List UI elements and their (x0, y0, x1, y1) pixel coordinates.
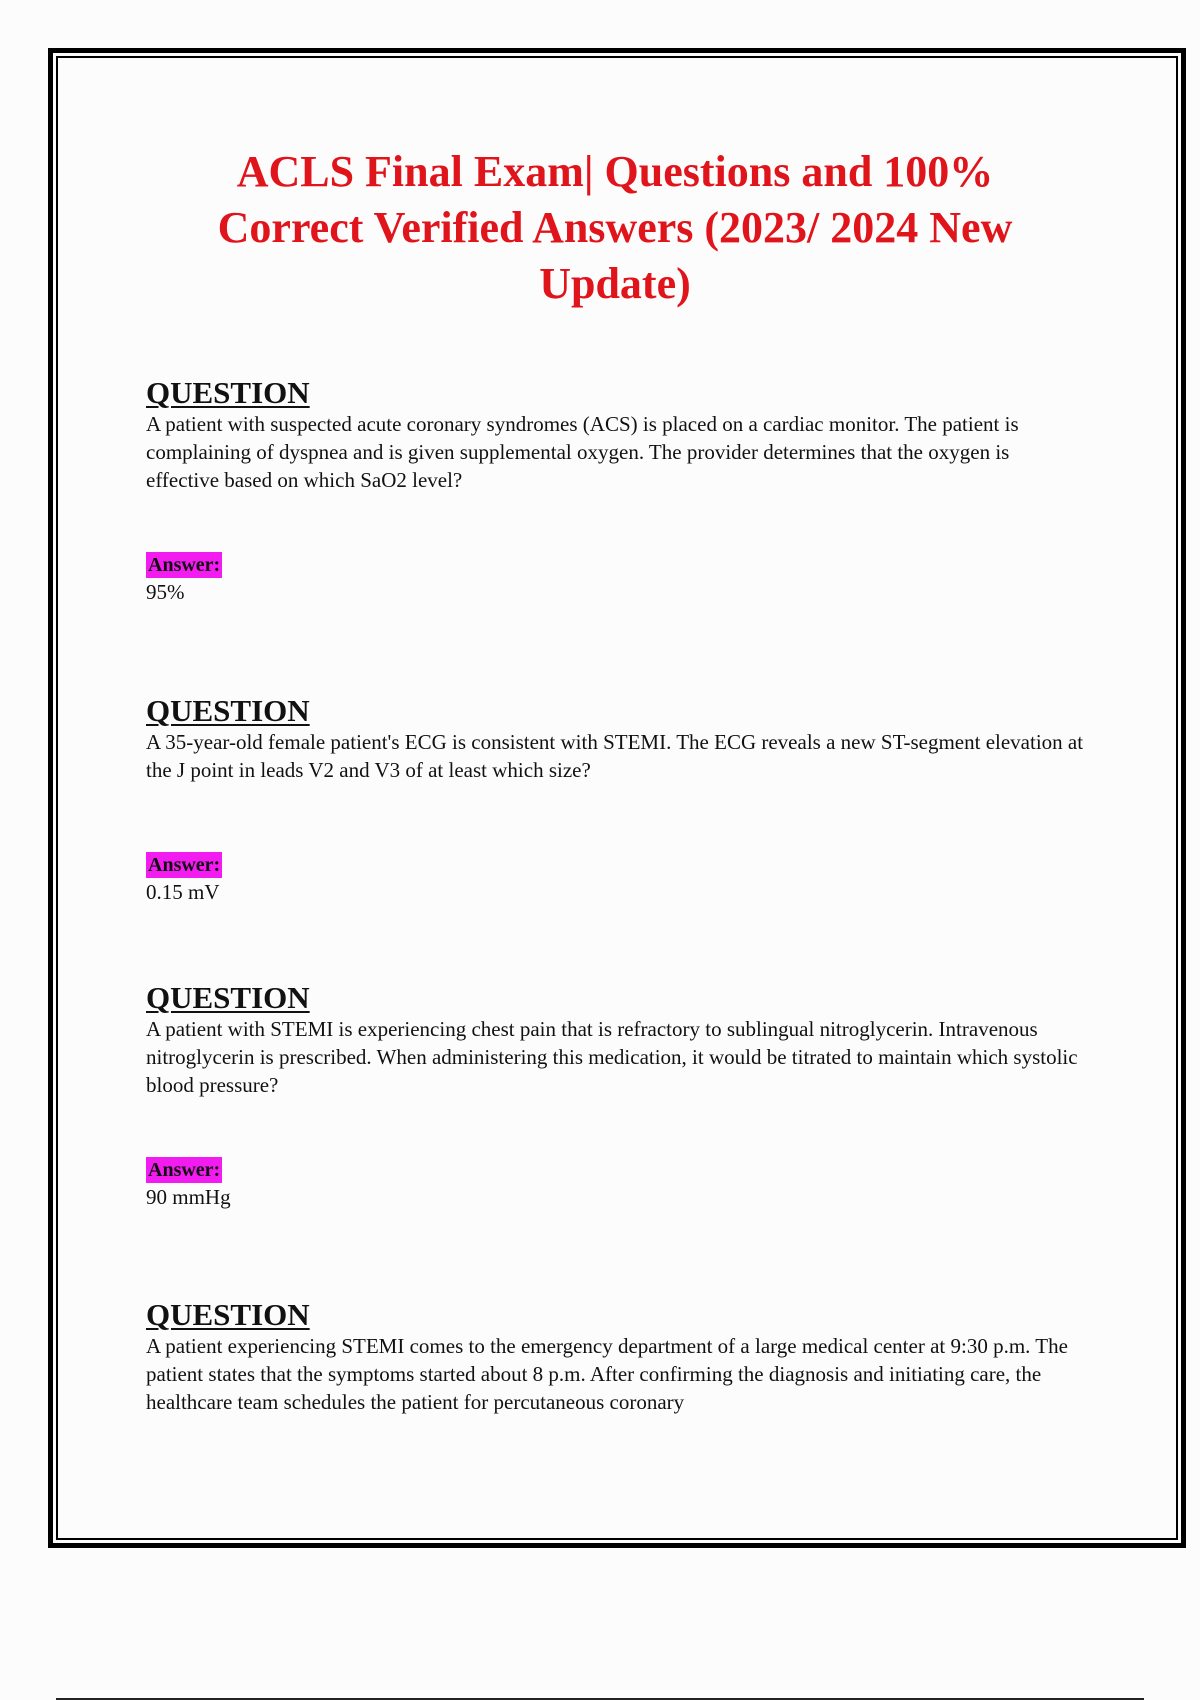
question-heading: QUESTION (146, 375, 310, 410)
question-heading: QUESTION (146, 980, 310, 1015)
answer-label: Answer: (148, 554, 221, 576)
answer-value: 90 mmHg (146, 1185, 231, 1209)
title-line-2: Correct Verified Answers (2023/ 2024 New (217, 203, 1013, 252)
question-text: A patient experiencing STEMI comes to the emergency department of a large medical center at 9:30 p.m. The patient states that the symptoms started about 8 p.m. After confirming the diagnosis and initiating care, the healthcare team schedules the patient for percutaneous coronary (146, 1334, 1068, 1414)
answer-value: 95% (146, 580, 185, 604)
qa-block-3 (146, 981, 1086, 1211)
question-heading: QUESTION (146, 1297, 310, 1332)
qa-block-1 (146, 376, 1086, 606)
document-title (120, 144, 1110, 312)
question-text: A 35-year-old female patient's ECG is consistent with STEMI. The ECG reveals a new ST-segment elevation at the J point in leads V2 and V3 of at least which size? (146, 730, 1084, 782)
answer-value: 0.15 mV (146, 880, 220, 904)
question-heading: QUESTION (146, 693, 310, 728)
question-text: A patient with STEMI is experiencing chest pain that is refractory to sublingual nitroglycerin. Intravenous nitroglycerin is prescribed. When administering this medication, it would be titrated to maintain which systolic blood pressure? (146, 1017, 1078, 1097)
title-line-1: ACLS Final Exam| Questions and 100% (236, 147, 994, 196)
answer-label: Answer: (148, 854, 221, 876)
question-text: A patient with suspected acute coronary syndromes (ACS) is placed on a cardiac monitor. The patient is complaining of dyspnea and is given supplemental oxygen. The provider determines that the oxygen is effective based on which SaO2 level? (146, 412, 1019, 492)
qa-block-4 (146, 1298, 1086, 1416)
qa-block-2 (146, 694, 1086, 906)
title-line-3: Update) (539, 259, 691, 308)
answer-label: Answer: (148, 1159, 221, 1181)
